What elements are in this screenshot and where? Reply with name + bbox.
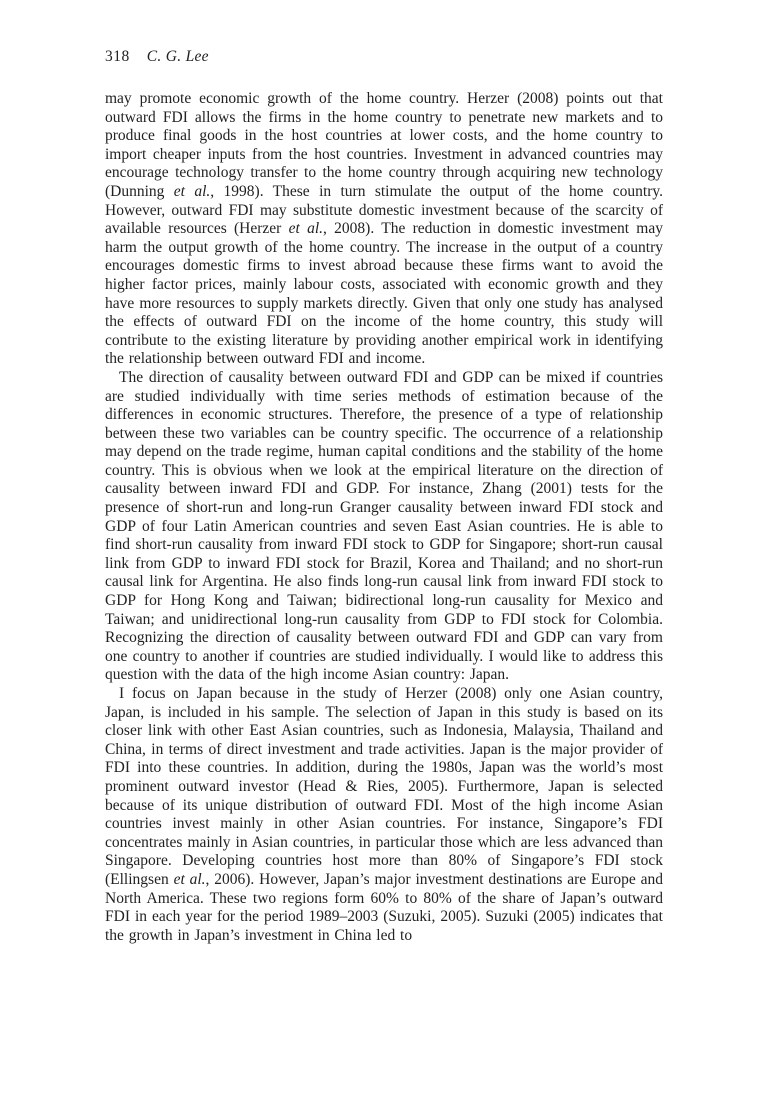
body-text [105, 90, 663, 945]
running-head-author: C. G. Lee [146, 48, 209, 65]
paragraph [105, 369, 663, 685]
italic-citation: et al. [173, 182, 211, 200]
text-segment: , 2008). The reduction in domestic investment may harm the output growth of the home country. The increase in the output of a country encourages domestic firms to invest abroad because these firms want to avoid the higher factor prices, mainly labour costs, associated with economic growth and they have more resources to supply markets directly. Given that only one study has analysed the effects of outward FDI on the income of the home country, this study will contribute to the existing literature by providing another empirical work in identifying the relationship between outward FDI and income. [105, 220, 663, 368]
running-header [105, 47, 663, 66]
paragraph [105, 685, 663, 945]
text-segment: , 2006). However, Japan’s major investment destinations are Europe and North America. These two regions form 60% to 80% of the share of Japan’s outward FDI in each year for the period 1989–2003 (Suzuki, 2005). Suzuki (2005) indicates that the growth in Japan’s investment in China led to [105, 870, 663, 944]
italic-citation: et al. [288, 220, 324, 238]
paragraph [105, 90, 663, 369]
page-number: 318 [105, 48, 130, 65]
text-segment: , 1998). These in turn stimulate the output of the home country. However, outward FDI may substitute domestic investment because of the scarcity of available resources (Herzer [105, 182, 663, 238]
text-block [105, 47, 663, 945]
italic-citation: et al. [173, 870, 206, 888]
text-segment: The direction of causality between outward FDI and GDP can be mixed if countries are studied individually with time series methods of estimation because of the differences in economic structures. Therefore, the presence of a type of relationship between these two variables can be country specific. The occurrence of a relationship may depend on the trade regime, human capital conditions and the stability of the home country. This is obvious when we look at the empirical literature on the direction of causality between inward FDI and GDP. For instance, Zhang (2001) tests for the presence of short-run and long-run Granger causality between inward FDI stock and GDP of four Latin American countries and seven East Asian countries. He is able to find short-run causality from inward FDI stock to GDP for Singapore; short-run causal link from GDP to inward FDI stock for Brazil, Korea and Thailand; and no short-run causal link for Argentina. He also finds long-run causal link from inward FDI stock to GDP for Hong Kong and Taiwan; bidirectional long-run causality for Mexico and Taiwan; and unidirectional long-run causality from GDP to FDI stock for Colombia. Recognizing the direction of causality between outward FDI and GDP can vary from one country to another if countries are studied individually. I would like to address this question with the data of the high income Asian country: Japan. [105, 368, 663, 684]
text-segment: I focus on Japan because in the study of Herzer (2008) only one Asian country, Japan, is included in his sample. The selection of Japan in this study is based on its closer link with other East Asian countries, such as Indonesia, Malaysia, Thailand and China, in terms of direct investment and trade activities. Japan is the major provider of FDI into these countries. In addition, during the 1980s, Japan was the world’s most prominent outward investor (Head & Ries, 2005). Furthermore, Japan is selected because of its unique distribution of outward FDI. Most of the high income Asian countries invest mainly in other Asian countries. For instance, Singapore’s FDI concentrates mainly in Asian countries, in particular those which are less advanced than Singapore. Developing countries host more than 80% of Singapore’s FDI stock (Ellingsen [105, 685, 663, 888]
text-segment: may promote economic growth of the home country. Herzer (2008) points out that outward FDI allows the firms in the home country to penetrate new markets and to produce final goods in the host countries at lower costs, and the home country to import cheaper inputs from the host countries. Investment in advanced countries may encourage technology transfer to the home country through acquiring new technology (Dunning [105, 90, 663, 200]
